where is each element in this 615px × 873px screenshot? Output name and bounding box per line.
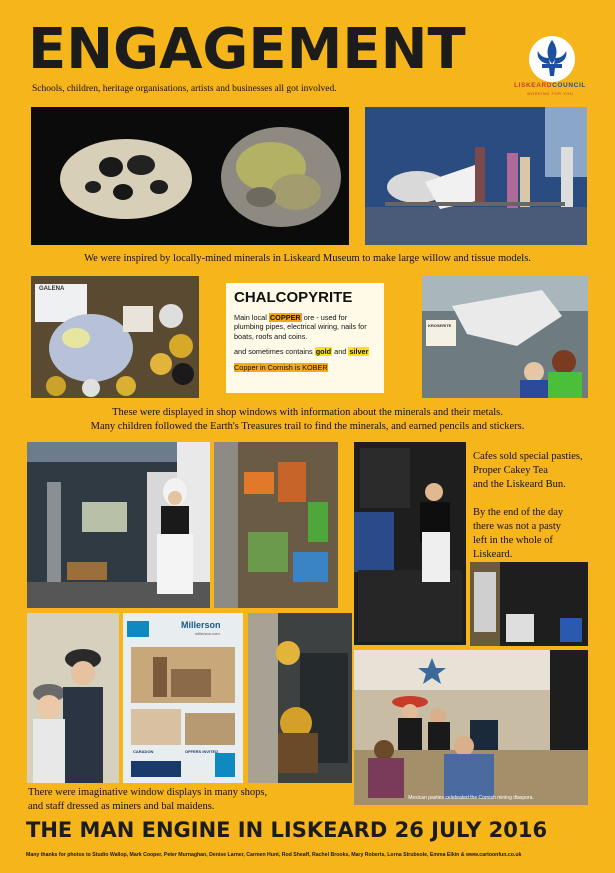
offers-label: OFFERS INVITED xyxy=(185,749,219,754)
displays-caption xyxy=(28,786,348,814)
cafe-blackboard-photo xyxy=(354,442,466,645)
millerson-url: millerson.com xyxy=(195,631,220,636)
photo-credits: Many thanks for photos to Studio Wallop, Mark Cooper, Peter Murnaghan, Denise Larner, Carmen Hunt, Rod Sheaff, Rachel Brooks, Mary Roberts, Lorna Strubsole, Emma Elkin & www.cartoonfun.co.uk xyxy=(26,852,522,858)
bal-maiden-photo xyxy=(214,442,238,608)
displays-caption-line1: There were imaginative window displays in many shops, xyxy=(28,787,268,798)
page-title: ENGAGEMENT xyxy=(28,17,466,82)
council-name-part2: COUNCIL xyxy=(552,82,586,89)
info-line2-pre: and sometimes contains xyxy=(234,347,315,357)
info-line2-mid: and xyxy=(332,347,349,357)
pasty-line3: left in the whole of xyxy=(473,535,553,546)
silver-highlight: silver xyxy=(349,347,369,357)
kroserite-sign: KROSERITE xyxy=(428,323,452,328)
copper-highlight: COPPER xyxy=(269,313,301,322)
cafes-line3: and the Liskeard Bun. xyxy=(473,479,566,490)
council-name xyxy=(500,82,600,89)
museum-models-photo xyxy=(365,107,587,245)
bal-maiden-costume-photo xyxy=(147,470,207,605)
galena-window-photo xyxy=(31,276,199,398)
cafes-line2: Proper Cakey Tea xyxy=(473,465,548,476)
fleur-de-lis-icon xyxy=(512,34,592,84)
council-name-part1: LISKEARD xyxy=(514,82,553,89)
children-window-photo xyxy=(422,276,588,398)
info-box-copper-text xyxy=(234,313,376,341)
pasty-line4: Liskeard. xyxy=(473,549,513,560)
chalcopyrite-info-box xyxy=(226,283,384,393)
galena-sign: GALENA xyxy=(39,286,65,292)
mexican-pasty-cafe-photo xyxy=(354,650,588,805)
info-line1-post: ore - used for plumbing pipes, electrical wiring, nails for boats, roofs and coins. xyxy=(234,313,367,341)
caradon-label: CARADON xyxy=(133,749,154,754)
info-box-gold-text xyxy=(234,347,376,356)
cafes-line1: Cafes sold special pasties, xyxy=(473,451,583,462)
gold-highlight: gold xyxy=(315,347,332,357)
cafes-paragraph xyxy=(473,450,603,562)
millerson-logo-text: Millerson xyxy=(181,620,221,630)
shop-door-flowers-photo xyxy=(248,613,352,783)
event-title: THE MAN ENGINE IN LISKEARD 26 JULY 2016 xyxy=(26,818,548,842)
windows-caption-line1: These were displayed in shop windows with information about the minerals and their metals. xyxy=(112,407,503,418)
window-display-books-photo xyxy=(238,442,338,608)
staff-miners-selfie-photo xyxy=(27,613,119,783)
pasty-line1: By the end of the day xyxy=(473,507,564,518)
pasty-line2: there was not a pasty xyxy=(473,521,562,532)
cafe-menu-board-photo xyxy=(470,562,588,646)
mineral-samples-photo xyxy=(31,107,349,245)
council-tagline: WORKING FOR YOU xyxy=(526,91,574,96)
cornish-highlight: Copper in Cornish is KOBER xyxy=(234,362,328,372)
displays-caption-line2: and staff dressed as miners and bal maidens. xyxy=(28,801,215,812)
info-box-cornish-text xyxy=(234,363,376,372)
page-subtitle: Schools, children, heritage organisations, artists and businesses all got involved. xyxy=(32,84,337,94)
millerson-estate-agent-window-photo xyxy=(123,613,243,783)
info-box-title: CHALCOPYRITE xyxy=(234,289,353,306)
windows-caption-line2: Many children followed the Earth's Treasures trail to find the minerals, and earned pencils and stickers. xyxy=(90,421,525,432)
info-line1-pre: Main local xyxy=(234,313,269,322)
mexican-pasty-caption: Mexican pasties celebrated the Cornish mining diaspora. xyxy=(408,795,534,801)
minerals-caption: We were inspired by locally-mined minerals in Liskeard Museum to make large willow and tissue models. xyxy=(84,253,531,264)
